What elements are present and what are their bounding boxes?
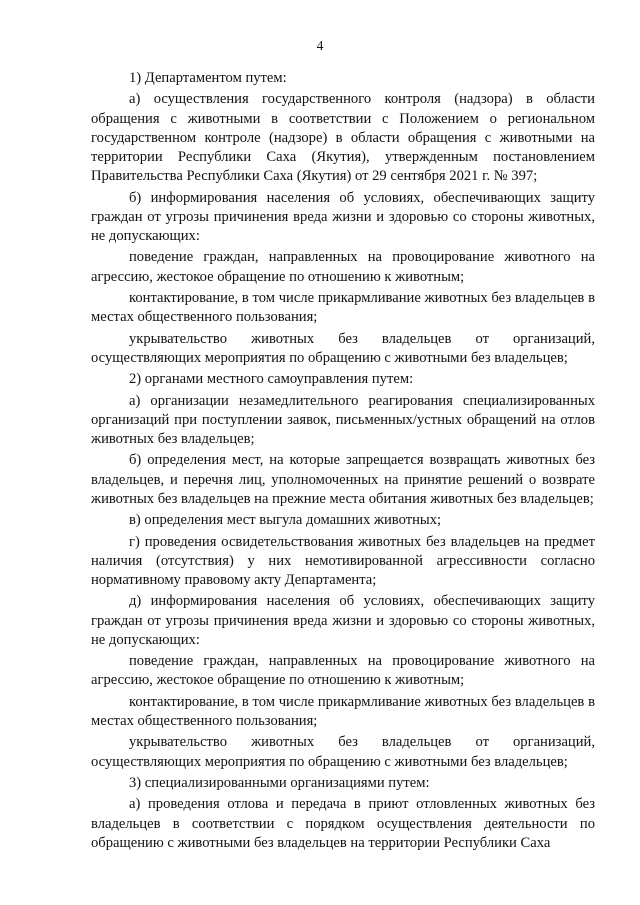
paragraph-16: 3) специализированными организациями путем: (129, 774, 430, 791)
paragraph-11: г) проведения освидетельствования животных без владельцев на предмет наличия (отсутствия) у них немотивированной агрессивности согласно нормативному правовому акту Департамента; (91, 533, 595, 588)
paragraph-9: б) определения мест, на которые запрещается возвращать животных без владельцев, и перечня лиц, уполномоченных на принятие решений о возврате животных без владельцев на прежние места обитания животных без владельцев; (91, 452, 595, 507)
document-body (91, 69, 595, 855)
paragraph-17: а) проведения отлова и передача в приют отловленных животных без владельцев в соответствии с порядком осуществления деятельности по обращению с животными без владельцев на территории Республики Саха (91, 796, 595, 851)
paragraph-2: а) осуществления государственного контроля (надзора) в области обращения с животными в соответствии с Положением о региональном государственном контроле (надзоре) в области обращения с животными на территории Республики Саха (Якутия), утвержденным постановлением Правительства Республики Саха (Якутия) от 29 сентября 2021 г. № 397; (91, 91, 595, 185)
paragraph-6: укрывательство животных без владельцев от организаций, осуществляющих мероприятия по обращению с животными без владельцев; (91, 330, 595, 366)
paragraph-10: в) определения мест выгула домашних животных; (129, 512, 442, 529)
paragraph-14: контактирование, в том числе прикармливание животных без владельцев в местах общественного пользования; (91, 693, 595, 729)
paragraph-3: б) информирования населения об условиях, обеспечивающих защиту граждан от угрозы причинения вреда жизни и здоровью со стороны животных, не допускающих: (91, 189, 595, 244)
page-number: 4 (316, 38, 324, 53)
paragraph-8: а) организации незамедлительного реагирования специализированных организаций при поступлении заявок, письменных/устных обращений на отлов животных без владельцев; (91, 392, 595, 447)
paragraph-7: 2) органами местного самоуправления путем: (129, 371, 414, 388)
paragraph-12: д) информирования населения об условиях, обеспечивающих защиту граждан от угрозы причинения вреда жизни и здоровью со стороны животных, не допускающих: (91, 593, 595, 648)
paragraph-5: контактирование, в том числе прикармливание животных без владельцев в местах общественного пользования; (91, 289, 595, 326)
paragraph-13: поведение граждан, направленных на провоцирование животного на агрессию, жестокое обращение по отношению к животным; (91, 653, 595, 689)
paragraph-15: укрывательство животных без владельцев от организаций, осуществляющих мероприятия по обращению с животными без владельцев; (91, 734, 595, 770)
paragraph-1: 1) Департаментом путем: (129, 70, 287, 86)
paragraph-4: поведение граждан, направленных на провоцирование животного на агрессию, жестокое обращение по отношению к животным; (91, 249, 595, 285)
